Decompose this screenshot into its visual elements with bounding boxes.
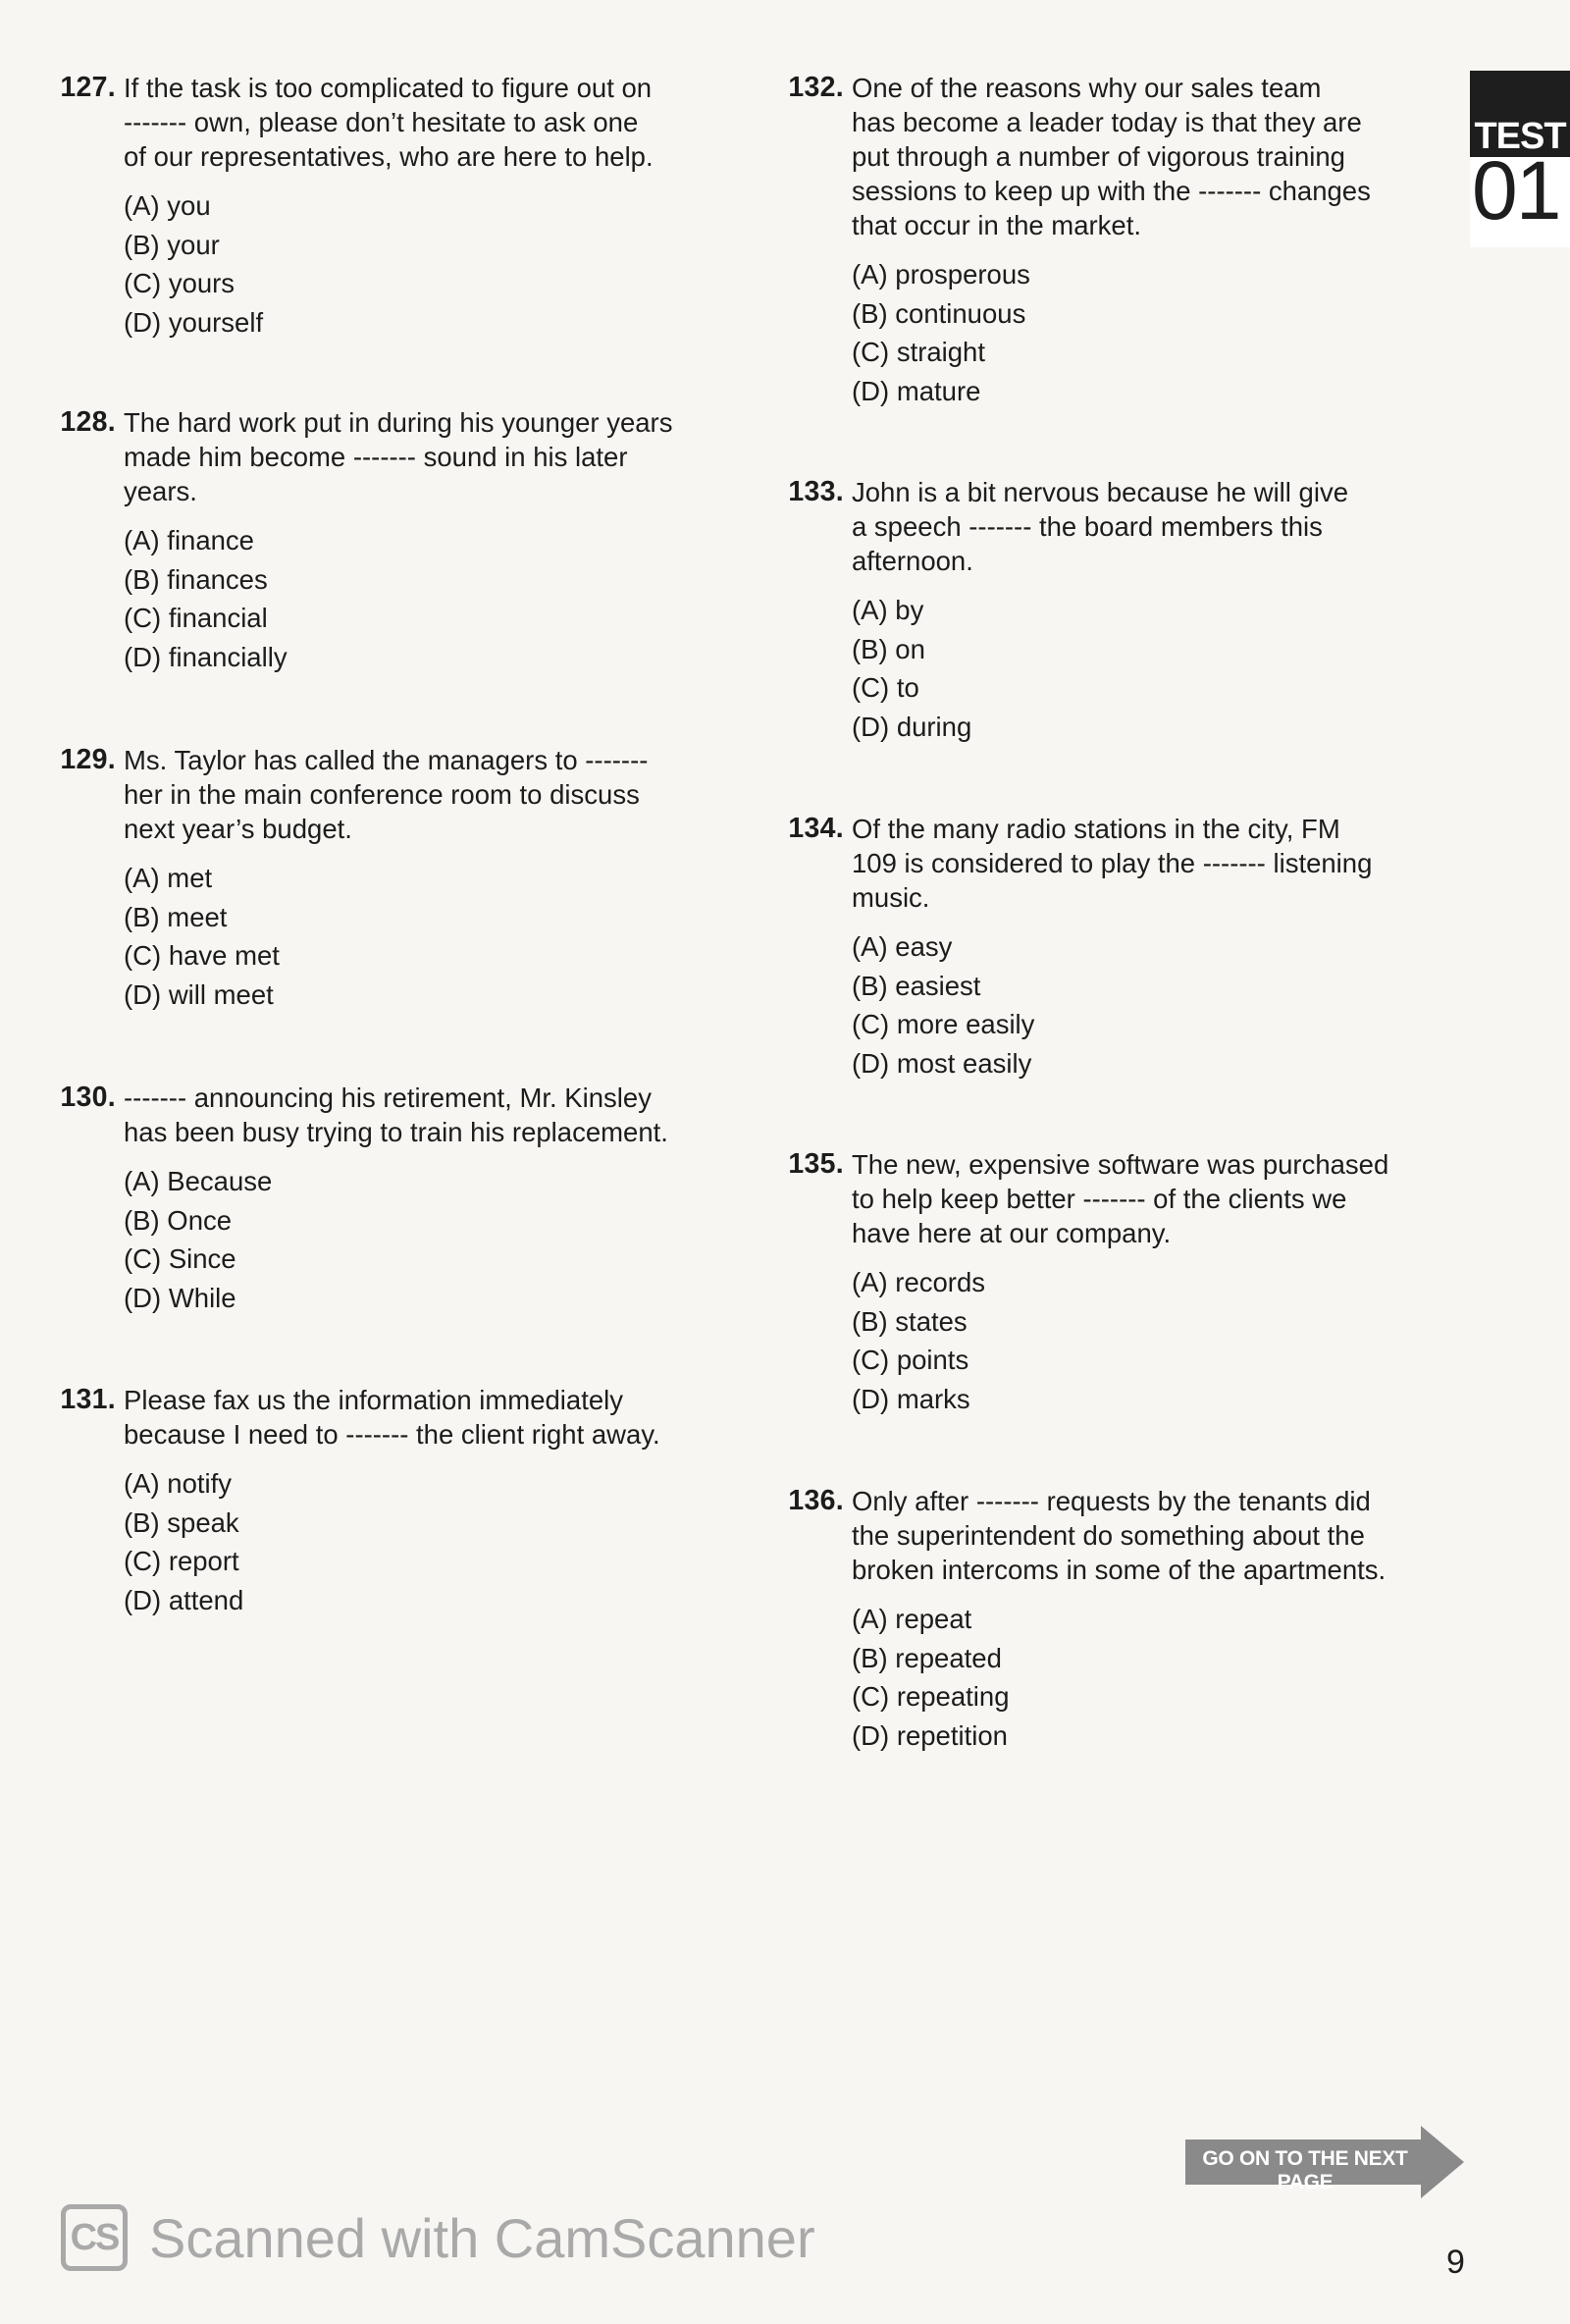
question-text xyxy=(124,71,712,174)
answer-option-c[interactable]: (C) repeating xyxy=(852,1681,1010,1712)
question-line: Of the many radio stations in the city, FM xyxy=(852,814,1340,844)
question-text xyxy=(852,1484,1440,1587)
answer-option-d[interactable]: (D) attend xyxy=(124,1584,244,1615)
question-line: has become a leader today is that they are xyxy=(852,107,1362,137)
question-number: 129. xyxy=(60,744,116,775)
question-line: made him become ------- sound in his later xyxy=(124,442,628,472)
answer-options xyxy=(124,1464,744,1619)
question-line: afternoon. xyxy=(852,546,973,576)
question-line: to help keep better ------- of the clients we xyxy=(852,1184,1347,1214)
answer-option-b[interactable]: (B) states xyxy=(852,1305,968,1337)
question-136 xyxy=(785,1484,1472,1755)
question-line: If the task is too complicated to figure out on xyxy=(124,73,653,103)
go-next-page-label: GO ON TO THE NEXT PAGE xyxy=(1202,2147,1408,2193)
page-number: 9 xyxy=(1446,2244,1465,2281)
answer-options xyxy=(852,591,1472,746)
answer-option-c[interactable]: (C) straight xyxy=(852,337,985,367)
question-number: 130. xyxy=(60,1082,116,1113)
question-line: because I need to ------- the client right away. xyxy=(124,1419,660,1450)
question-text xyxy=(124,743,712,846)
question-text xyxy=(852,812,1440,915)
go-next-page-arrow[interactable] xyxy=(1185,2126,1464,2198)
answer-options xyxy=(124,521,744,676)
question-line: ------- own, please don’t hesitate to ask one xyxy=(124,107,639,137)
test-tab xyxy=(1470,71,1570,247)
question-line: broken intercoms in some of the apartments. xyxy=(852,1555,1387,1585)
answer-option-b[interactable]: (B) meet xyxy=(124,901,228,932)
question-line: that occur in the market. xyxy=(852,210,1141,240)
answer-options xyxy=(852,1600,1472,1755)
answer-option-d[interactable]: (D) marks xyxy=(852,1383,970,1414)
question-number: 132. xyxy=(788,72,844,103)
question-line: John is a bit nervous because he will give xyxy=(852,477,1348,507)
answer-option-b[interactable]: (B) easiest xyxy=(852,970,981,1001)
answer-option-b[interactable]: (B) your xyxy=(124,229,220,260)
question-text xyxy=(124,1383,712,1452)
answer-option-a[interactable]: (A) by xyxy=(852,595,924,625)
answer-option-a[interactable]: (A) prosperous xyxy=(852,259,1030,290)
answer-option-a[interactable]: (A) you xyxy=(124,190,211,221)
question-line: the superintendent do something about the xyxy=(852,1520,1365,1551)
question-line: years. xyxy=(124,476,197,506)
question-line: Ms. Taylor has called the managers to ------- xyxy=(124,745,649,775)
answer-option-a[interactable]: (A) repeat xyxy=(852,1604,972,1634)
answer-option-b[interactable]: (B) continuous xyxy=(852,297,1026,329)
answer-option-d[interactable]: (D) will meet xyxy=(124,978,274,1010)
question-128 xyxy=(57,405,744,676)
answer-option-b[interactable]: (B) speak xyxy=(124,1506,239,1538)
question-line: sessions to keep up with the ------- changes xyxy=(852,176,1371,206)
answer-options xyxy=(852,1263,1472,1418)
question-number: 136. xyxy=(788,1485,844,1516)
answer-option-d[interactable]: (D) yourself xyxy=(124,306,264,338)
test-tab-number: 01 xyxy=(1472,144,1560,237)
question-line: music. xyxy=(852,882,930,913)
answer-option-d[interactable]: (D) While xyxy=(124,1282,236,1313)
question-number: 127. xyxy=(60,72,116,103)
answer-option-a[interactable]: (A) met xyxy=(124,863,213,893)
question-line: One of the reasons why our sales team xyxy=(852,73,1322,103)
question-132 xyxy=(785,71,1472,410)
question-130 xyxy=(57,1081,744,1317)
answer-option-c[interactable]: (C) financial xyxy=(124,603,268,633)
watermark-text: Scanned with CamScanner xyxy=(149,2206,815,2269)
question-text xyxy=(852,71,1440,242)
question-line: has been busy trying to train his replacement. xyxy=(124,1117,668,1147)
question-line: Please fax us the information immediately xyxy=(124,1385,623,1415)
answer-option-b[interactable]: (B) on xyxy=(852,633,925,664)
question-135 xyxy=(785,1147,1472,1418)
question-number: 135. xyxy=(788,1148,844,1180)
question-line: put through a number of vigorous training xyxy=(852,141,1345,172)
question-127 xyxy=(57,71,744,342)
question-line: of our representatives, who are here to help. xyxy=(124,141,654,172)
question-text xyxy=(852,1147,1440,1250)
question-line: ------- announcing his retirement, Mr. Kinsley xyxy=(124,1083,652,1113)
question-line: her in the main conference room to discuss xyxy=(124,779,640,810)
answer-options xyxy=(124,1162,744,1317)
test-tab-label: TEST xyxy=(1470,71,1570,157)
answer-option-a[interactable]: (A) records xyxy=(852,1267,985,1297)
answer-option-c[interactable]: (C) Since xyxy=(124,1243,236,1274)
question-line: have here at our company. xyxy=(852,1218,1172,1248)
answer-option-a[interactable]: (A) Because xyxy=(124,1166,273,1196)
answer-option-d[interactable]: (D) financially xyxy=(124,641,288,672)
question-number: 133. xyxy=(788,476,844,507)
question-number: 131. xyxy=(60,1384,116,1415)
question-line: a speech ------- the board members this xyxy=(852,511,1323,542)
answer-option-c[interactable]: (C) report xyxy=(124,1546,239,1576)
answer-option-d[interactable]: (D) most easily xyxy=(852,1047,1032,1079)
answer-option-c[interactable]: (C) more easily xyxy=(852,1009,1035,1039)
camscanner-watermark xyxy=(61,2198,815,2277)
question-133 xyxy=(785,475,1472,746)
answer-option-b[interactable]: (B) finances xyxy=(124,563,268,595)
answer-options xyxy=(124,859,744,1014)
answer-option-c[interactable]: (C) yours xyxy=(124,268,236,298)
camscanner-logo-icon: CS xyxy=(61,2204,128,2271)
question-number: 134. xyxy=(788,813,844,844)
answer-options xyxy=(124,186,744,342)
question-line: next year’s budget. xyxy=(124,814,352,844)
answer-option-d[interactable]: (D) mature xyxy=(852,375,981,406)
answer-option-c[interactable]: (C) to xyxy=(852,672,919,703)
question-line: Only after ------- requests by the tenants did xyxy=(852,1486,1371,1516)
question-text xyxy=(852,475,1440,578)
answer-options xyxy=(852,927,1472,1083)
answer-option-b[interactable]: (B) Once xyxy=(124,1204,233,1236)
answer-option-d[interactable]: (D) during xyxy=(852,711,972,742)
question-text xyxy=(124,405,712,508)
answer-option-c[interactable]: (C) have met xyxy=(124,940,280,971)
answer-option-d[interactable]: (D) repetition xyxy=(852,1719,1008,1751)
question-134 xyxy=(785,812,1472,1083)
answer-options xyxy=(852,255,1472,410)
question-129 xyxy=(57,743,744,1014)
question-line: 109 is considered to play the ------- listening xyxy=(852,848,1373,878)
question-text xyxy=(124,1081,712,1149)
question-131 xyxy=(57,1383,744,1619)
answer-option-c[interactable]: (C) points xyxy=(852,1345,969,1375)
question-number: 128. xyxy=(60,406,116,438)
answer-option-b[interactable]: (B) repeated xyxy=(852,1642,1002,1673)
question-line: The hard work put in during his younger years xyxy=(124,407,673,438)
question-line: The new, expensive software was purchased xyxy=(852,1149,1389,1180)
answer-option-a[interactable]: (A) notify xyxy=(124,1468,233,1499)
answer-option-a[interactable]: (A) finance xyxy=(124,525,254,555)
answer-option-a[interactable]: (A) easy xyxy=(852,931,953,962)
